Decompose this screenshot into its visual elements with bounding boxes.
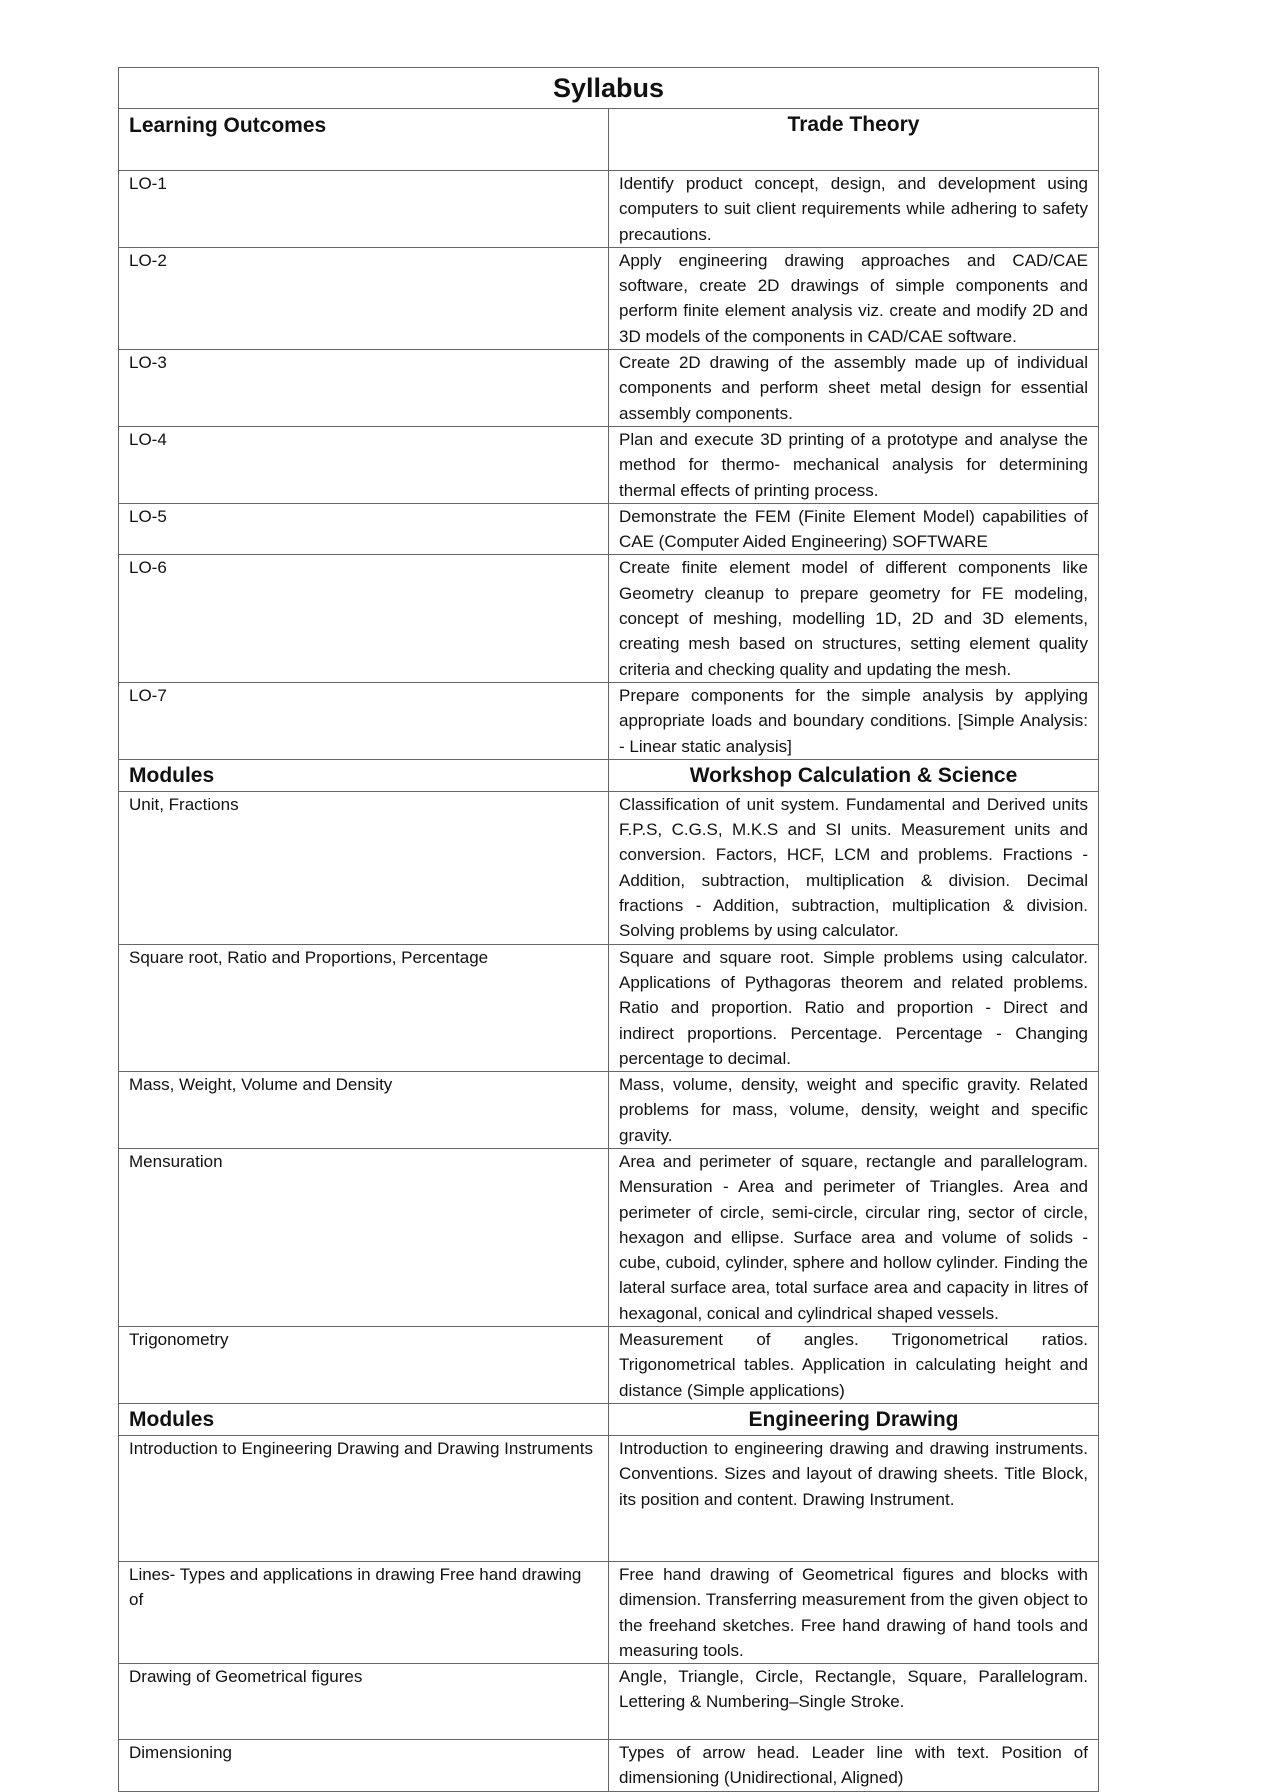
module-name: Unit, Fractions (119, 791, 609, 944)
module-row (119, 1561, 1099, 1663)
module-content: Types of arrow head. Leader line with text. Position of dimensioning (Unidirectional, Aligned) (609, 1740, 1099, 1792)
module-name: Square root, Ratio and Proportions, Percentage (119, 944, 609, 1071)
lo-text: Create 2D drawing of the assembly made up of individual components and perform sheet metal design for essential assembly components. (609, 350, 1099, 427)
module-name: Lines- Types and applications in drawing Free hand drawing of (119, 1561, 609, 1663)
lo-id: LO-7 (119, 682, 609, 759)
module-row (119, 1435, 1099, 1561)
section-header-row (119, 1403, 1099, 1435)
lo-header-right: Trade Theory (609, 109, 1099, 171)
module-name: Introduction to Engineering Drawing and Drawing Instruments (119, 1435, 609, 1561)
module-name: Mass, Weight, Volume and Density (119, 1072, 609, 1149)
lo-id: LO-6 (119, 555, 609, 682)
module-row (119, 1664, 1099, 1740)
lo-id: LO-5 (119, 503, 609, 555)
lo-header-left: Learning Outcomes (119, 109, 609, 171)
lo-header-row (119, 109, 1099, 171)
section-title: Engineering Drawing (609, 1403, 1099, 1435)
lo-row (119, 247, 1099, 349)
module-row (119, 791, 1099, 944)
module-content: Angle, Triangle, Circle, Rectangle, Square, Parallelogram. Lettering & Numbering–Single Stroke. (609, 1664, 1099, 1740)
lo-row (119, 682, 1099, 759)
lo-row (119, 555, 1099, 682)
lo-row (119, 503, 1099, 555)
module-row (119, 1740, 1099, 1792)
module-content: Introduction to engineering drawing and drawing instruments. Conventions. Sizes and layout of drawing sheets. Title Block, its position and content. Drawing Instrument. (609, 1435, 1099, 1561)
module-name: Trigonometry (119, 1327, 609, 1404)
section-left-label: Modules (119, 759, 609, 791)
lo-text: Identify product concept, design, and development using computers to suit client requirements while adhering to safety precautions. (609, 171, 1099, 248)
section-title: Workshop Calculation & Science (609, 759, 1099, 791)
lo-text: Plan and execute 3D printing of a prototype and analyse the method for thermo- mechanical analysis for determining thermal effects of printing process. (609, 426, 1099, 503)
section-left-label: Modules (119, 1403, 609, 1435)
module-content: Square and square root. Simple problems using calculator. Applications of Pythagoras theorem and related problems. Ratio and proportion. Ratio and proportion - Direct and indirect proportions. Percentage. Percentage - Changing percentage to decimal. (609, 944, 1099, 1071)
lo-text: Create finite element model of different components like Geometry cleanup to prepare geometry for FE modeling, concept of meshing, modelling 1D, 2D and 3D elements, creating mesh based on structures, setting element quality criteria and checking quality and updating the mesh. (609, 555, 1099, 682)
lo-id: LO-1 (119, 171, 609, 248)
module-name: Dimensioning (119, 1740, 609, 1792)
module-name: Mensuration (119, 1148, 609, 1326)
lo-id: LO-4 (119, 426, 609, 503)
page-title: Syllabus (119, 68, 1099, 109)
module-row (119, 1072, 1099, 1149)
lo-id: LO-2 (119, 247, 609, 349)
module-content: Area and perimeter of square, rectangle and parallelogram. Mensuration - Area and perimeter of Triangles. Area and perimeter of circle, semi-circle, circular ring, sector of circle, hexagon and ellipse. Surface area and volume of solids - cube, cuboid, cylinder, sphere and hollow cylinder. Finding the lateral surface area, total surface area and capacity in litres of hexagonal, conical and cylindrical shaped vessels. (609, 1148, 1099, 1326)
syllabus-table (118, 67, 1099, 1792)
lo-row (119, 350, 1099, 427)
lo-id: LO-3 (119, 350, 609, 427)
lo-text: Demonstrate the FEM (Finite Element Model) capabilities of CAE (Computer Aided Engineering) SOFTWARE (609, 503, 1099, 555)
module-content: Free hand drawing of Geometrical figures and blocks with dimension. Transferring measurement from the given object to the freehand sketches. Free hand drawing of hand tools and measuring tools. (609, 1561, 1099, 1663)
module-content: Classification of unit system. Fundamental and Derived units F.P.S, C.G.S, M.K.S and SI units. Measurement units and conversion. Factors, HCF, LCM and problems. Fractions - Addition, subtraction, multiplication & division. Decimal fractions - Addition, subtraction, multiplication & division. Solving problems by using calculator. (609, 791, 1099, 944)
lo-row (119, 171, 1099, 248)
section-header-row (119, 759, 1099, 791)
lo-text: Prepare components for the simple analysis by applying appropriate loads and boundary conditions. [Simple Analysis: - Linear static analysis] (609, 682, 1099, 759)
lo-text: Apply engineering drawing approaches and CAD/CAE software, create 2D drawings of simple components and perform finite element analysis viz. create and modify 2D and 3D models of the components in CAD/CAE software. (609, 247, 1099, 349)
module-row (119, 1148, 1099, 1326)
module-content: Mass, volume, density, weight and specific gravity. Related problems for mass, volume, density, weight and specific gravity. (609, 1072, 1099, 1149)
module-row (119, 944, 1099, 1071)
lo-row (119, 426, 1099, 503)
module-content: Measurement of angles. Trigonometrical ratios. Trigonometrical tables. Application in calculating height and distance (Simple applications) (609, 1327, 1099, 1404)
title-row (119, 68, 1099, 109)
module-name: Drawing of Geometrical figures (119, 1664, 609, 1740)
module-row (119, 1327, 1099, 1404)
